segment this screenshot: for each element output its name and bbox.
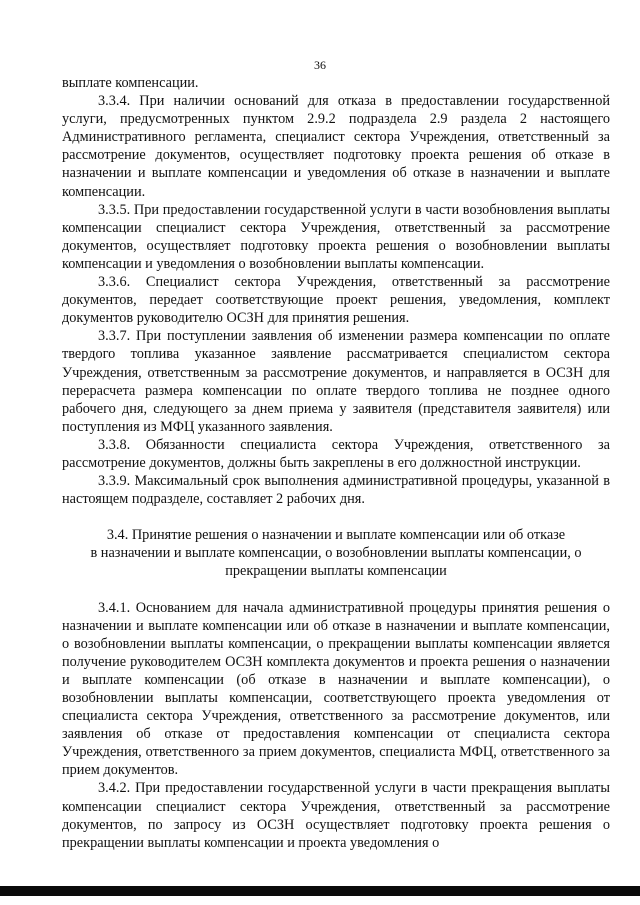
scan-bottom-edge bbox=[0, 886, 640, 896]
heading-line: 3.4. Принятие решения о назначении и выплате компенсации или об отказе bbox=[106, 527, 566, 544]
section-3-4 bbox=[62, 599, 610, 852]
section-heading-3-4 bbox=[62, 526, 610, 580]
page-number: 36 bbox=[314, 58, 326, 72]
paragraph-3-3-9: 3.3.9. Максимальный срок выполнения административной процедуры, указанной в настоящем подразделе, составляет 2 рабочих дня. bbox=[62, 473, 610, 508]
paragraph-3-3-8: 3.3.8. Обязанности специалиста сектора Учреждения, ответственного за рассмотрение документов, должны быть закреплены в его должностной инструкции. bbox=[62, 436, 610, 471]
paragraph-3-3-6: 3.3.6. Специалист сектора Учреждения, ответственный за рассмотрение документов, передает соответствующие проект решения, уведомления, комплект документов руководителю ОСЗН для принятия решения. bbox=[62, 274, 610, 327]
heading-line: прекращении выплаты компенсации bbox=[225, 563, 447, 580]
document-body bbox=[62, 74, 610, 852]
paragraph-3-3-5: 3.3.5. При предоставлении государственной услуги в части возобновления выплаты компенсации специалист сектора Учреждения, ответственный за рассмотрение документов, осуществляет подготовку проекта решения о возобновлении выплаты компенсации и уведомления о возобновлении выплаты компенсации. bbox=[62, 201, 610, 272]
section-3-3-continuation bbox=[62, 74, 610, 508]
paragraph-3-3-7: 3.3.7. При поступлении заявления об изменении размера компенсации по оплате твердого топлива указанное заявление рассматривается специалистом сектора Учреждения, ответственным за рассмотрение документов, и направляется в ОСЗН для перерасчета размера компенсации по оплате твердого топлива не позднее одного рабочего дня, следующего за днем приема у заявителя (представителя заявителя) или поступления из МФЦ указанного заявления. bbox=[62, 328, 610, 435]
paragraph-3-3-4: 3.3.4. При наличии оснований для отказа в предоставлении государственной услуги, предусмотренных пунктом 2.9.2 подраздела 2.9 раздела 2 настоящего Административного регламента, специалист сектора Учреждения, ответственный за рассмотрение документов, осуществляет подготовку проекта решения об отказе в назначении и выплате компенсации и уведомления об отказе в назначении и выплате компенсации. bbox=[62, 93, 610, 200]
paragraph-3-4-2: 3.4.2. При предоставлении государственной услуги в части прекращения выплаты компенсации специалист сектора Учреждения, ответственный за рассмотрение документов, по запросу из ОСЗН осуществляет подготовку проекта решения о прекращении выплаты компенсации и проекта уведомления о bbox=[62, 780, 610, 851]
heading-line: в назначении и выплате компенсации, о возобновлении выплаты компенсации, о bbox=[90, 545, 582, 562]
paragraph-3-4-1: 3.4.1. Основанием для начала административной процедуры принятия решения о назначении и выплате компенсации или об отказе в назначении и выплате компенсации, о возобновлении выплаты компенсации, о прекращении выплаты компенсации является получение руководителем ОСЗН комплекта документов и проекта решения о назначении и выплате компенсации (об отказе в назначении и выплате компенсации), о возобновлении выплаты компенсации, соответствующего проекта уведомления от специалиста сектора Учреждения, ответственного за рассмотрение документов, или заявления об отказе от предоставления компенсации от специалиста сектора Учреждения, ответственного за прием документов, специалиста МФЦ, ответственного за прием документов. bbox=[62, 599, 610, 779]
paragraph: выплате компенсации. bbox=[62, 75, 199, 91]
